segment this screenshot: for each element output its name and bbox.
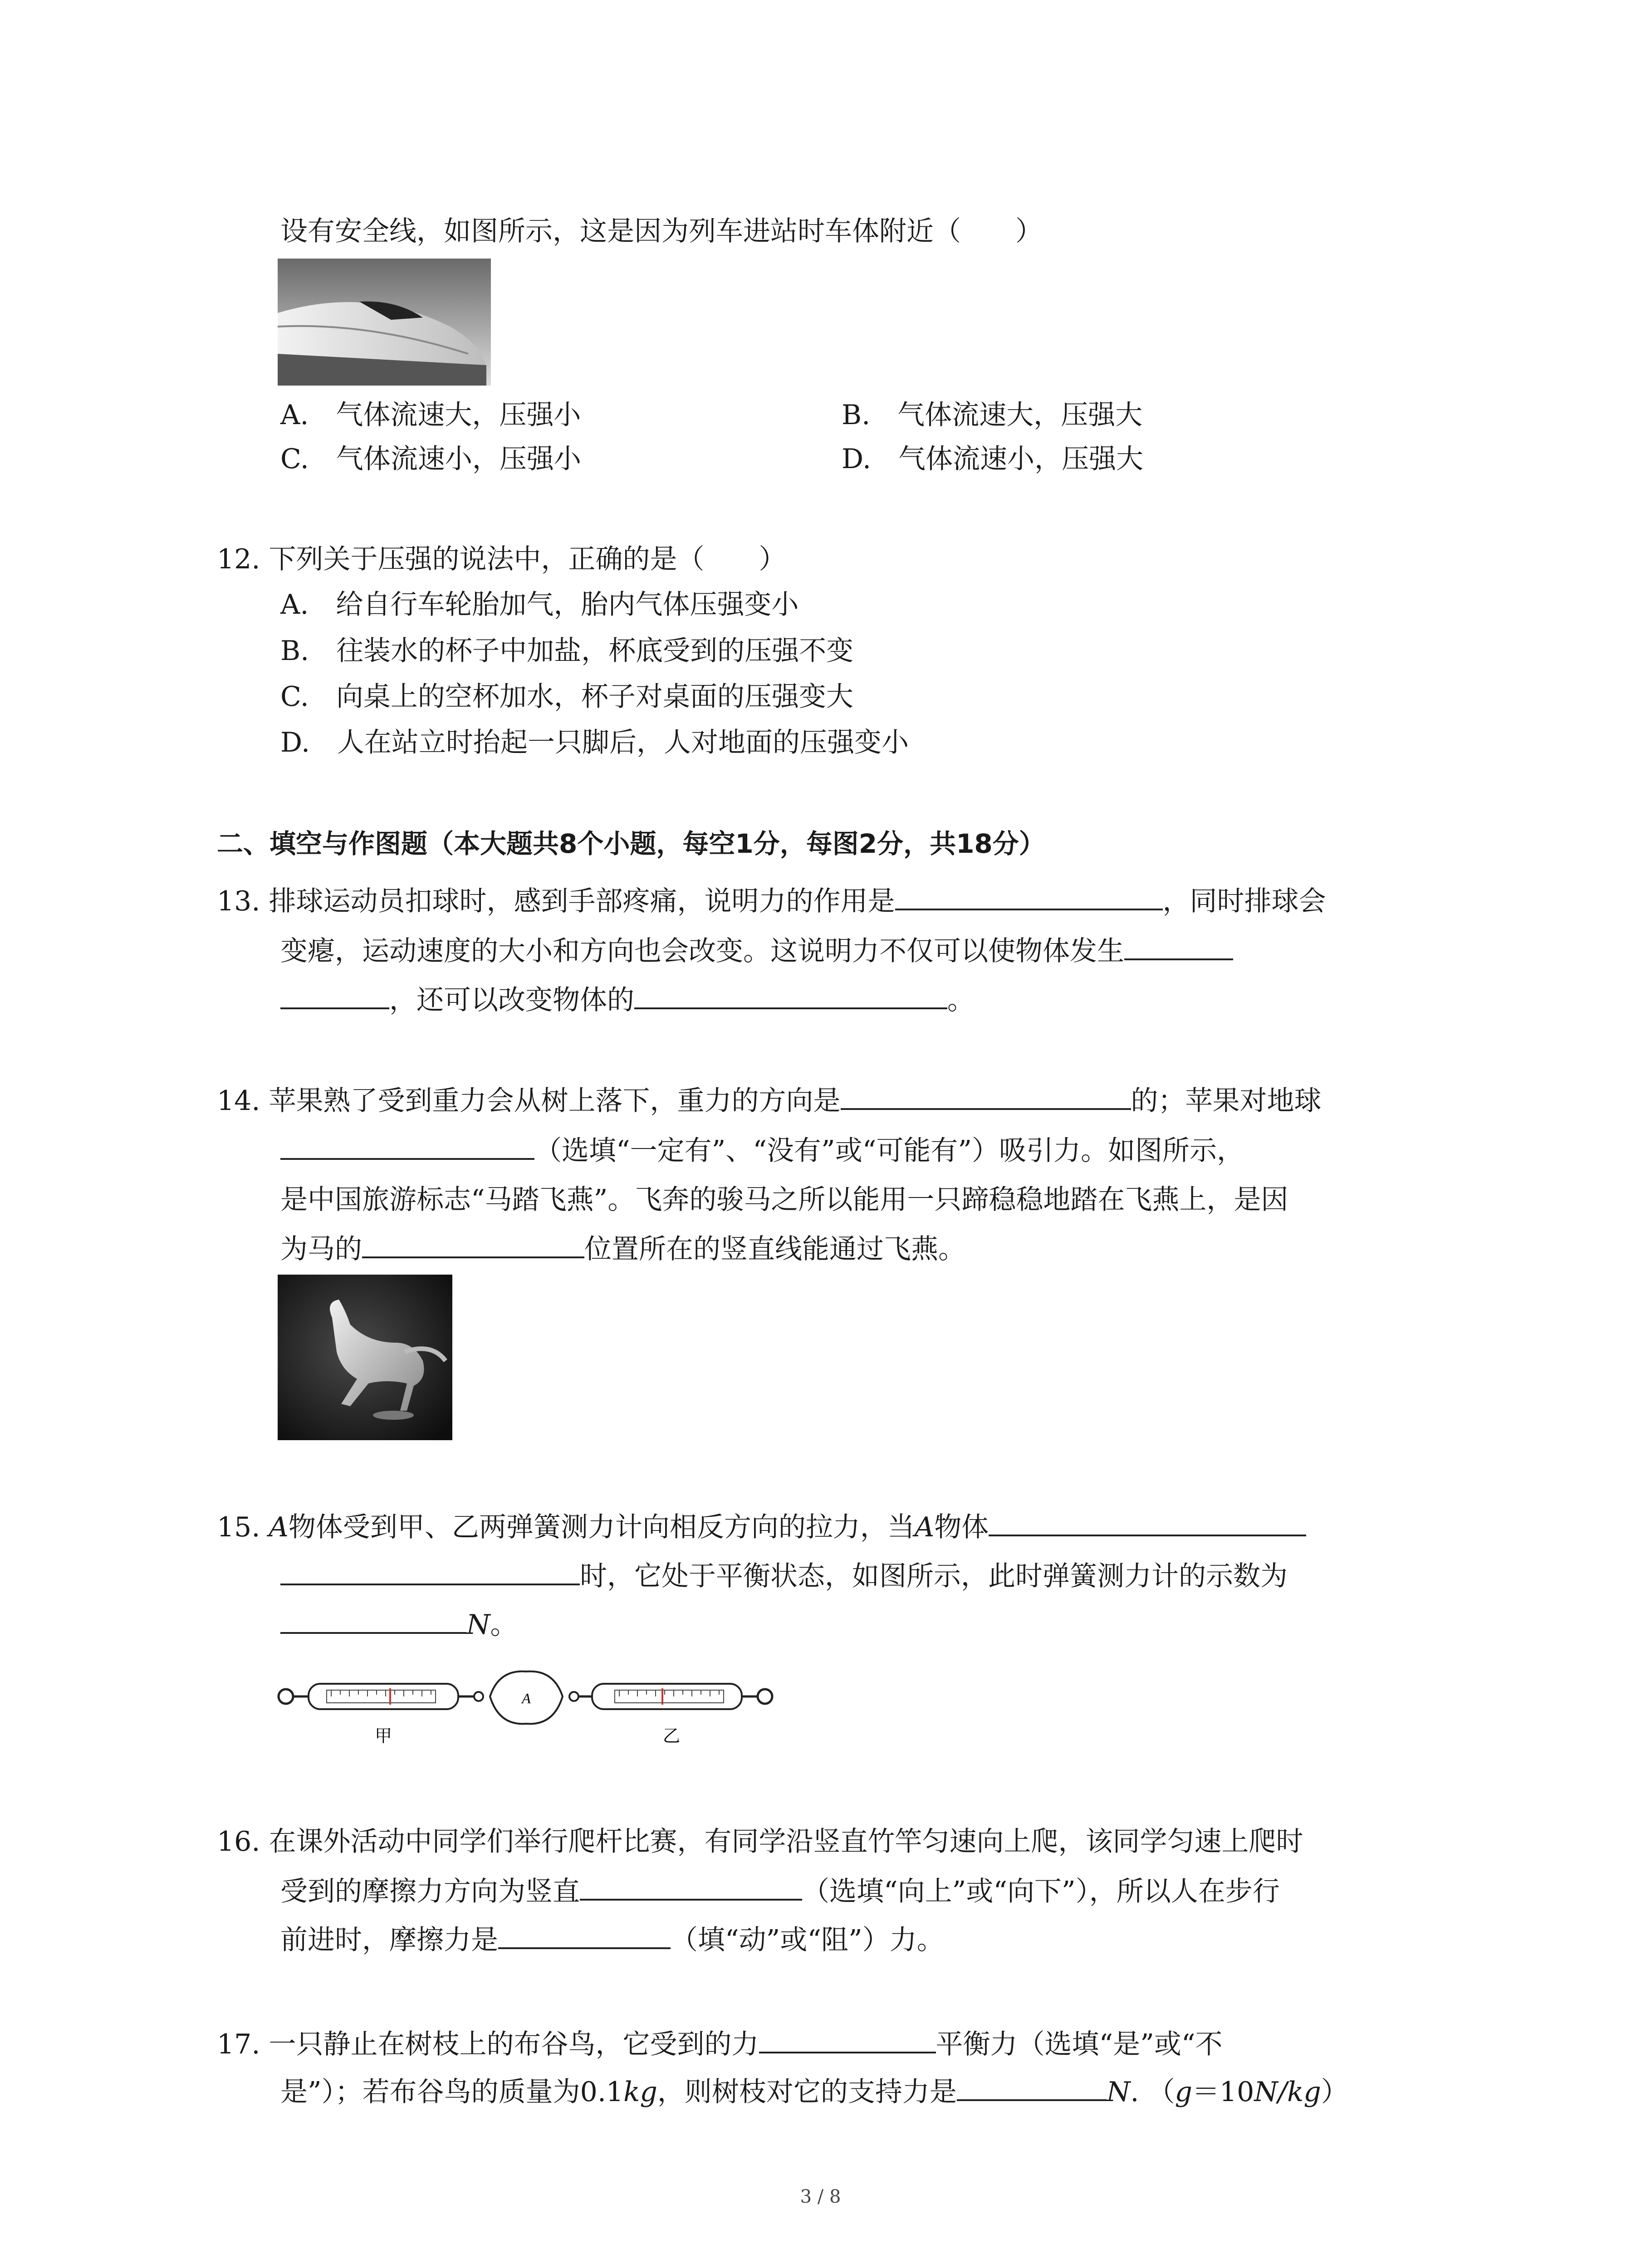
spring-scale-figure (272, 1660, 808, 1751)
q16-blank-2[interactable] (498, 1921, 671, 1949)
q17-text-1a: 17. 一只静止在树枝上的布谷鸟，它受到的力 (217, 2028, 759, 2060)
q15-blank-1a[interactable] (989, 1508, 1306, 1536)
q11-option-a: A. 气体流速大，压强小 (280, 399, 581, 431)
scale-right-label: 乙 (662, 1726, 681, 1746)
q15-blank-1b[interactable] (280, 1557, 580, 1585)
q14-text-4a: 为马的 (280, 1233, 362, 1265)
q15-line3 (280, 1606, 518, 1643)
q13-blank-2a[interactable] (1124, 932, 1233, 960)
q17-g: g (1175, 2076, 1192, 2108)
q14-blank-3[interactable] (362, 1230, 584, 1258)
train-photo (278, 259, 491, 386)
q15-text-1c: 物体 (934, 1511, 989, 1543)
q13-text-3a: ，还可以改变物体的 (389, 984, 634, 1016)
scale-left-label: 甲 (374, 1726, 392, 1746)
horse-statue-photo (278, 1275, 452, 1440)
object-a-label: A (522, 1690, 531, 1706)
q12-option-c: C. 向桌上的空杯加水，杯子对桌面的压强变大 (280, 681, 853, 713)
q15-line2 (280, 1557, 1288, 1594)
q14-line3: 是中国旅游标志“马踏飞燕”。飞奔的骏马之所以能用一只蹄稳稳地踏在飞燕上，是因 (280, 1184, 1288, 1216)
q14-text-1a: 14. 苹果熟了受到重力会从树上落下，重力的方向是 (217, 1085, 841, 1117)
q17-text-2e: ） (1321, 2076, 1348, 2108)
q17-text-2d: ＝10 (1192, 2076, 1254, 2108)
q11-option-c: C. 气体流速小，压强小 (280, 443, 581, 475)
q17-kg: kg (623, 2076, 657, 2108)
q16-line1: 16. 在课外活动中同学们举行爬杆比赛，有同学沿竖直竹竿匀速向上爬，该同学匀速上爬时 (217, 1826, 1303, 1857)
q12-stem: 12. 下列关于压强的说法中，正确的是（ ） (217, 543, 786, 575)
q14-line4 (280, 1230, 965, 1267)
page-number: 3 / 8 (800, 2186, 841, 2207)
q15-var-a2: A (914, 1511, 935, 1543)
q11-option-b: B. 气体流速大，压强大 (842, 399, 1143, 431)
q13-text-1b: ，同时排球会 (1162, 885, 1326, 917)
q12-option-a: A. 给自行车轮胎加气，胎内气体压强变小 (280, 589, 799, 621)
q17-text-1b: 平衡力（选填“是”或“不 (936, 2028, 1223, 2060)
q12-option-d: D. 人在站立时抬起一只脚后，人对地面的压强变小 (280, 727, 909, 758)
q13-text-1a: 13. 排球运动员扣球时，感到手部疼痛，说明力的作用是 (217, 885, 895, 917)
q16-text-2a: 受到的摩擦力方向为竖直 (280, 1876, 580, 1907)
q16-line2 (280, 1872, 1280, 1910)
q13-line3 (280, 981, 975, 1018)
q11-stem: 设有安全线，如图所示，这是因为列车进站时车体附近（ ） (280, 215, 1043, 247)
q13-text-3b: 。 (947, 984, 975, 1016)
q11-option-d: D. 气体流速小，压强大 (842, 443, 1144, 475)
q16-line3 (280, 1921, 944, 1958)
q15-unit: N (466, 1609, 490, 1641)
q15-text-1a: 15. (217, 1511, 269, 1543)
q15-line1 (217, 1508, 1306, 1545)
q17-g-unit: N/kg (1254, 2076, 1321, 2108)
q12-option-b: B. 往装水的杯子中加盐，杯底受到的压强不变 (280, 635, 854, 667)
section-heading: 二、填空与作图题（本大题共8个小题，每空1分，每图2分，共18分） (217, 828, 1045, 859)
q15-text-3: 。 (490, 1609, 518, 1641)
q14-blank-1[interactable] (841, 1082, 1131, 1110)
q13-line2 (280, 932, 1233, 969)
q14-text-2: （选填“一定有”、“没有”或“可能有”）吸引力。如图所示， (534, 1135, 1244, 1167)
q15-blank-2[interactable] (280, 1606, 466, 1634)
q16-text-3a: 前进时，摩擦力是 (280, 1924, 498, 1956)
q16-text-3b: （填“动”或“阻”）力。 (671, 1924, 944, 1956)
q17-blank-1[interactable] (759, 2025, 936, 2053)
q16-text-2b: （选填“向上”或“向下”），所以人在步行 (802, 1876, 1280, 1907)
q17-line1 (217, 2025, 1223, 2063)
q13-blank-3[interactable] (634, 981, 947, 1009)
q16-blank-1[interactable] (580, 1872, 802, 1901)
q14-line2 (280, 1132, 1244, 1169)
q15-text-2: 时，它处于平衡状态，如图所示，此时弹簧测力计的示数为 (580, 1560, 1288, 1592)
q15-var-a: A (269, 1511, 289, 1543)
q15-text-1b: 物体受到甲、乙两弹簧测力计向相反方向的拉力，当 (288, 1511, 915, 1543)
q17-blank-2[interactable] (957, 2073, 1107, 2101)
q13-blank-1[interactable] (895, 882, 1163, 910)
q17-line2 (280, 2073, 1348, 2110)
q17-text-2a: 是”）；若布谷鸟的质量为0.1 (280, 2076, 624, 2108)
q14-line1 (217, 1082, 1322, 1119)
q14-blank-2[interactable] (280, 1132, 534, 1160)
q17-text-2c: . （ (1130, 2076, 1175, 2108)
q17-unit-n: N (1106, 2076, 1131, 2108)
q13-line1 (217, 882, 1326, 919)
q13-text-2: 变瘪，运动速度的大小和方向也会改变。这说明力不仅可以使物体发生 (280, 935, 1124, 967)
q14-text-4b: 位置所在的竖直线能通过飞燕。 (584, 1233, 965, 1265)
q13-blank-2b[interactable] (280, 981, 389, 1009)
q17-text-2b: ，则树枝对它的支持力是 (657, 2076, 957, 2108)
q14-text-1b: 的；苹果对地球 (1131, 1085, 1322, 1117)
